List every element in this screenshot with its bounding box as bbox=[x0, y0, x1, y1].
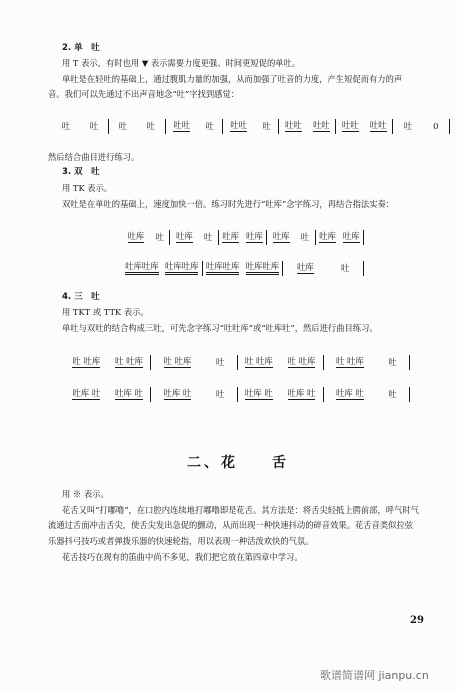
measure bbox=[324, 354, 409, 370]
beat: 吐吐 bbox=[230, 120, 247, 130]
beat: 吐 bbox=[146, 120, 155, 131]
measure bbox=[65, 354, 150, 370]
beat: 吐吐 bbox=[341, 120, 359, 130]
beat: 吐 吐库 bbox=[244, 356, 273, 366]
paragraph-line: 单吐与双吐的结合构成三吐，可先念字练习“吐吐库”或“吐库吐”，然后进行曲目练习。 bbox=[62, 323, 378, 333]
beat: 吐库 bbox=[175, 231, 193, 241]
beat: 吐 吐库 bbox=[287, 356, 316, 366]
barline bbox=[363, 261, 364, 276]
paragraph-line: 双吐是在单吐的基础上，速度加快一倍。练习时先进行“吐库”念字练习，再结合指法实奏： bbox=[62, 199, 395, 209]
paragraph-line: 单吐是在轻吐的基础上，通过腹肌力量的加强，从而加强了吐音的力度，产生短促而有力的声 bbox=[62, 74, 403, 84]
beat: 吐 bbox=[300, 231, 310, 242]
barline bbox=[409, 355, 410, 370]
beat: 吐 bbox=[215, 356, 225, 367]
beat: 吐库 吐 bbox=[336, 388, 364, 398]
beat: 吐 bbox=[61, 120, 71, 131]
beat: 吐 bbox=[205, 120, 214, 131]
beat: 吐库吐库 bbox=[125, 261, 159, 275]
measure bbox=[65, 386, 150, 402]
measure bbox=[203, 260, 283, 276]
notation-line: 用 T 表示，有时也用 ▼ 表示需要力度更强、时间更短促的单吐。 bbox=[62, 58, 301, 68]
beat: 吐库 吐 bbox=[244, 388, 273, 398]
barline bbox=[449, 119, 450, 134]
measure bbox=[238, 354, 323, 370]
beat: 吐 bbox=[215, 388, 225, 399]
beat: 吐库 bbox=[342, 231, 360, 241]
paragraph-line: 乐器抖弓技巧或者弹拨乐器的快速轮指，用以表现一种活泼欢快的气氛。 bbox=[48, 536, 314, 546]
beat: 吐库 bbox=[272, 231, 290, 241]
beat: 吐库 bbox=[245, 231, 263, 241]
beat: 吐 吐库 bbox=[336, 356, 364, 366]
beat: 吐库 bbox=[127, 231, 145, 241]
beat: 吐库 bbox=[319, 231, 336, 241]
beat: 吐 bbox=[388, 388, 397, 399]
beat: 吐吐 bbox=[173, 120, 191, 130]
beat: 吐 bbox=[403, 120, 413, 131]
beat: 吐 吐库 bbox=[163, 356, 192, 366]
beat: 吐 bbox=[340, 262, 350, 273]
notation-line: 用 ※ 表示。 bbox=[62, 489, 109, 499]
section-heading-double-tongue: 3. 双 吐 bbox=[62, 167, 100, 177]
beat: 吐 bbox=[155, 231, 164, 242]
measure bbox=[393, 118, 449, 134]
measure bbox=[283, 260, 363, 276]
barline bbox=[409, 387, 410, 402]
measure bbox=[166, 118, 222, 134]
chapter-heading-flutter-tongue: 二、花 舌 bbox=[187, 455, 289, 471]
rhythm-exercise-double-2 bbox=[122, 260, 364, 276]
rhythm-exercise-triple-2 bbox=[65, 386, 410, 402]
measure bbox=[151, 354, 236, 370]
paragraph-line: 音。我们可以先通过不出声音地念“吐”字找到感觉： bbox=[48, 89, 240, 99]
measure bbox=[336, 118, 392, 134]
notation-line: 用 TK 表示。 bbox=[62, 183, 113, 193]
beat: 吐库 吐 bbox=[72, 388, 101, 398]
measure bbox=[122, 229, 169, 245]
paragraph-line: 然后结合曲目进行练习。 bbox=[48, 152, 140, 162]
paragraph-line: 花舌技巧在现有的笛曲中尚不多见，我们把它放在第四章中学习。 bbox=[62, 552, 303, 562]
section-heading-triple-tongue: 4. 三 吐 bbox=[62, 292, 100, 302]
beat: 吐库 bbox=[296, 262, 314, 272]
rhythm-exercise-triple-1 bbox=[65, 354, 410, 370]
notation-line: 用 TKT 或 TTK 表示。 bbox=[62, 307, 149, 317]
measure bbox=[238, 386, 323, 402]
page-number: 29 bbox=[410, 615, 424, 626]
beat: 吐吐 bbox=[312, 120, 330, 130]
beat: 0 bbox=[433, 120, 439, 131]
beat: 吐库吐库 bbox=[246, 261, 280, 275]
measure bbox=[122, 260, 202, 276]
beat: 吐 bbox=[89, 120, 99, 131]
beat: 吐 bbox=[388, 356, 397, 367]
rhythm-exercise-single bbox=[52, 118, 450, 134]
beat: 吐库吐库 bbox=[206, 261, 240, 275]
barline bbox=[363, 230, 364, 245]
beat: 吐 吐库 bbox=[72, 356, 101, 366]
beat: 吐 bbox=[262, 120, 271, 131]
measure bbox=[279, 118, 335, 134]
beat: 吐吐 bbox=[369, 120, 387, 130]
beat: 吐库 吐 bbox=[115, 388, 143, 398]
measure bbox=[52, 118, 108, 134]
measure bbox=[219, 229, 266, 245]
rhythm-exercise-double-1 bbox=[122, 229, 364, 245]
beat: 吐库 bbox=[222, 231, 240, 241]
measure bbox=[170, 229, 217, 245]
beat: 吐库 吐 bbox=[163, 388, 192, 398]
measure bbox=[223, 118, 279, 134]
paragraph-line: 流通过舌面冲击舌尖，使舌尖发出急促的颤动，从而出现一种快速抖动的碎音效果。花舌音类似拉弦 bbox=[48, 520, 414, 530]
measure bbox=[316, 229, 363, 245]
measure bbox=[151, 386, 236, 402]
beat: 吐 bbox=[118, 120, 127, 131]
beat: 吐 bbox=[203, 231, 213, 242]
paragraph-line: 花舌又叫“打嘟噜”，在口腔内连续地打嘟噜即是花舌。其方法是：将舌尖轻抵上腭前部，呼气时气 bbox=[62, 505, 419, 515]
beat: 吐库 吐 bbox=[287, 388, 316, 398]
beat: 吐库吐库 bbox=[165, 261, 199, 275]
measure bbox=[324, 386, 409, 402]
beat: 吐 吐库 bbox=[115, 356, 143, 366]
watermark: 歌谱简谱网 jianpu.cn bbox=[320, 669, 429, 682]
beat: 吐吐 bbox=[285, 120, 302, 130]
measure bbox=[109, 118, 165, 134]
section-heading-single-tongue: 2. 单 吐 bbox=[62, 43, 100, 53]
measure bbox=[267, 229, 314, 245]
